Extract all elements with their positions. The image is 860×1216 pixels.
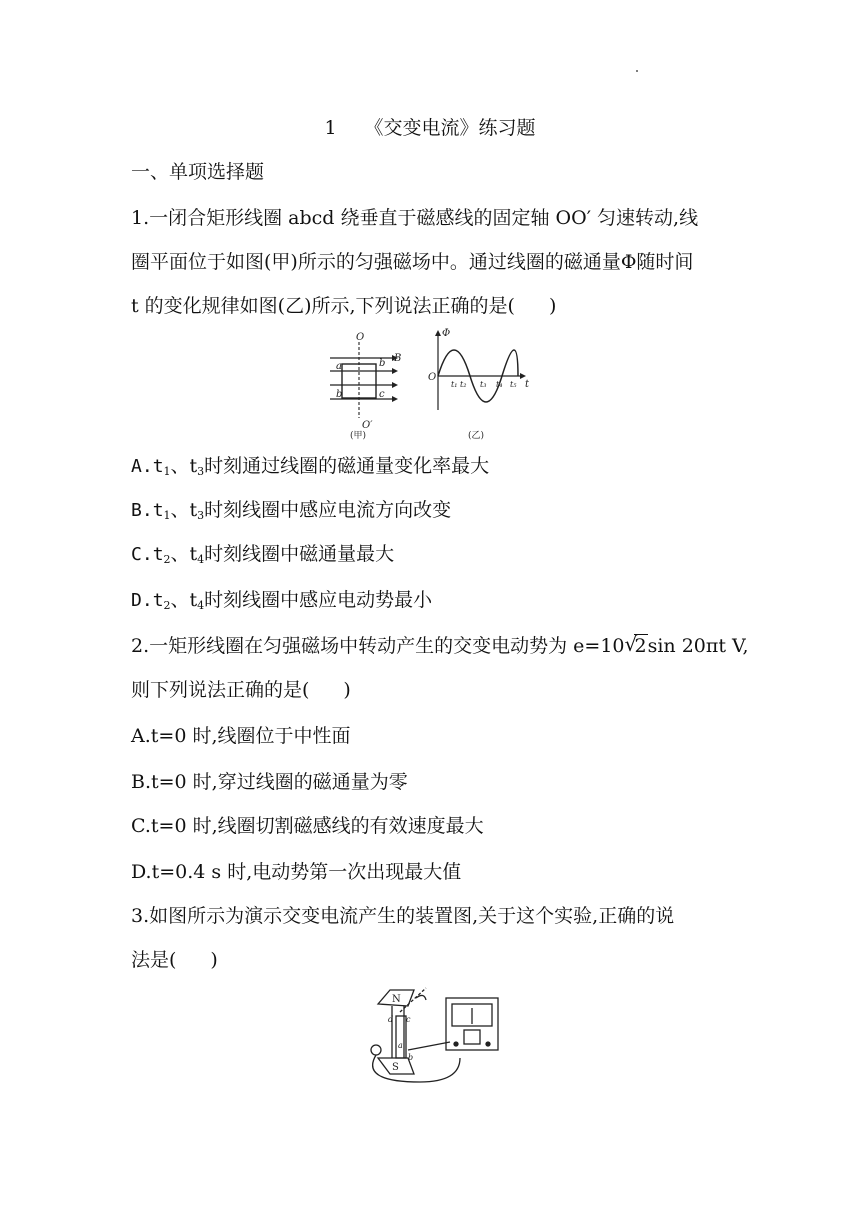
sqrt-expression: √ 2 (624, 632, 647, 657)
jia-label-c: c (379, 389, 385, 400)
q1-close-paren: ) (548, 295, 557, 317)
magnet-n-label: N (392, 994, 401, 1005)
coil-label-b: b (408, 1053, 414, 1062)
rotation-arrow (416, 995, 426, 1000)
slip-ring (371, 1045, 381, 1055)
q2-option-c: C.t=0 时,线圈切割磁感线的有效速度最大 (131, 815, 484, 837)
jia-caption: (甲) (350, 431, 367, 441)
yi-t4: t₄ (496, 380, 503, 389)
sqrt-argument: 2 (634, 635, 647, 657)
jia-label-b-top: b (379, 358, 386, 369)
terminal-left (454, 1042, 458, 1046)
figure-yi (428, 328, 530, 441)
coil-label-d: d (388, 1015, 394, 1024)
q2-option-a: A.t=0 时,线圈位于中性面 (131, 725, 351, 747)
jia-axis-top: O (356, 332, 365, 343)
magnet-s-label: S (392, 1062, 399, 1073)
q3-line-1: 3.如图所示为演示交变电流产生的装置图,关于这个实验,正确的说 (131, 905, 675, 927)
q2-line-1 (131, 634, 749, 658)
page-dot (636, 70, 638, 72)
coil-label-c: c (406, 1015, 411, 1024)
yi-t5: t₅ (510, 380, 517, 389)
yi-t1: t₁ (451, 380, 458, 389)
q1-figure (320, 326, 540, 444)
q1-line-3 (131, 294, 556, 318)
q2-option-b: B.t=0 时,穿过线圈的磁通量为零 (131, 771, 408, 793)
q1-option-b: $B.t_1$、$t_3$时刻线圈中感应电流方向改变 (131, 499, 452, 522)
jia-axis-bottom: O′ (362, 420, 373, 431)
yi-caption: (乙) (468, 431, 485, 441)
yi-x-label: t (525, 379, 530, 390)
coil-label-a: a (398, 1041, 403, 1050)
title-number: 1 (324, 117, 337, 139)
q2-option-d: D.t=0.4 s 时,电动势第一次出现最大值 (131, 861, 462, 883)
q3-line-2: 法是( ) (131, 949, 218, 971)
q2-close-paren: ) (343, 679, 351, 701)
jia-label-b-bottom: b (336, 389, 343, 400)
q2-line-2: 则下列说法正确的是( ) (131, 679, 351, 701)
q1-line-2: 圈平面位于如图(甲)所示的匀强磁场中。通过线圈的磁通量Φ随时间 (131, 251, 694, 273)
title-text: 《交变电流》练习题 (364, 117, 536, 139)
jia-field-label: B (394, 353, 402, 364)
q3-apparatus-figure (360, 986, 510, 1086)
q1-option-d: $D.t_2$、$t_4$时刻线圈中感应电动势最小 (131, 589, 433, 612)
wire-to-meter (408, 1042, 450, 1050)
terminal-right (486, 1042, 490, 1046)
section-heading: 一、单项选择题 (131, 161, 265, 183)
yi-t3: t₃ (480, 380, 487, 389)
magnet-body (392, 1006, 404, 1058)
figure-jia (330, 332, 401, 441)
galvanometer-terminal (464, 1030, 480, 1044)
yi-origin: O (428, 372, 437, 383)
jia-label-a: a (336, 361, 342, 372)
q1-line-1: 1.一闭合矩形线圈 abcd 绕垂直于磁感线的固定轴 OO′ 匀速转动,线 (131, 207, 699, 229)
q2-stem-start: 2.一矩形线圈在匀强磁场中转动产生的交变电动势为 e=10 (131, 635, 625, 657)
q3-close-paren: ) (210, 949, 218, 971)
yi-t2: t₂ (460, 380, 467, 389)
q1-stem-end: t 的变化规律如图(乙)所示,下列说法正确的是( (131, 295, 515, 317)
q1-option-c: $C.t_2$、$t_4$时刻线圈中磁通量最大 (131, 543, 395, 566)
q2-stem-end: sin 20πt V, (647, 635, 749, 657)
q1-option-a: $A.t_1$、$t_3$时刻通过线圈的磁通量变化率最大 (131, 455, 490, 478)
yi-y-label: Φ (442, 328, 451, 339)
page-title (0, 116, 860, 140)
